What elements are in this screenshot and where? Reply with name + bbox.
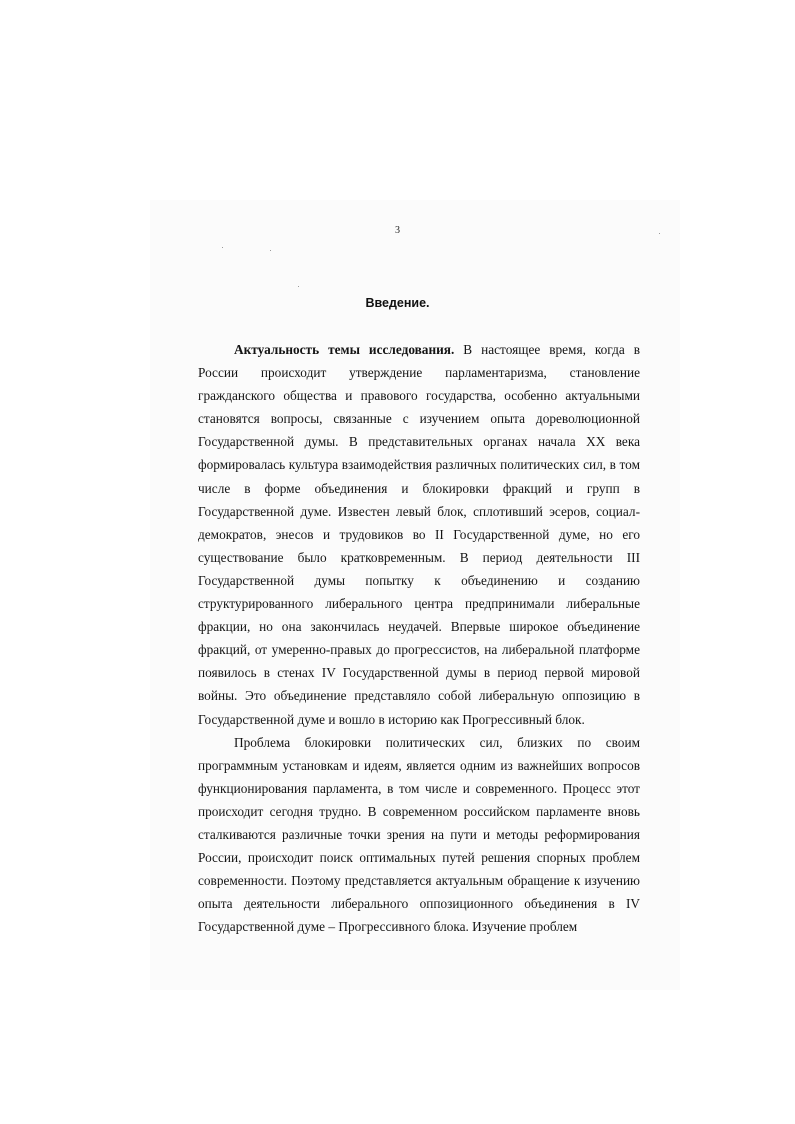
body-text (198, 338, 640, 938)
page-number: 3 (395, 225, 400, 236)
paragraph-lead: Актуальность темы исследования. (234, 342, 455, 357)
paragraph-text: В настоящее время, когда в России происходит утверждение парламентаризма, становление гражданского общества и правового государства, особенно актуальными становятся вопросы, связанные с изучением опыта дореволюционной Государственной думы. В представительных органах начала XX века формировалась культура взаимодействия различных политических сил, в том числе в форме объединения и блокировки фракций и групп в Государственной думе. Известен левый блок, сплотивший эсеров, социал-демократов, энесов и трудовиков во II Государственной думе, но его существование было кратковременным. В период деятельности III Государственной думы попытку к объединению и созданию структурированного либерального центра предпринимали либеральные фракции, но она закончилась неудачей. Впервые широкое объединение фракций, от умеренно-правых до прогрессистов, на либеральной платформе появилось в стенах IV Государственной думы в период первой мировой войны. Это объединение представляло собой либеральную оппозицию в Государственной думе и вошло в историю как Прогрессивный блок. (198, 342, 641, 727)
scan-speck (222, 247, 223, 248)
paragraph-text: Проблема блокировки политических сил, близких по своим программным установкам и идеям, является одним из важнейших вопросов функционирования парламента, в том числе и современного. Процесс этот происходит сегодня трудно. В современном российском парламенте вновь сталкиваются различные точки зрения на пути и методы реформирования России, происходит поиск оптимальных путей решения спорных проблем современности. Поэтому представляется актуальным обращение к изучению опыта деятельности либерального оппозиционного объединения в IV Государственной думе – Прогрессивного блока. Изучение проблем (198, 734, 640, 935)
section-title: Введение. (365, 296, 430, 310)
paragraph (198, 731, 640, 939)
scan-speck (270, 250, 271, 251)
scan-speck (298, 286, 299, 287)
paragraph (198, 338, 640, 731)
